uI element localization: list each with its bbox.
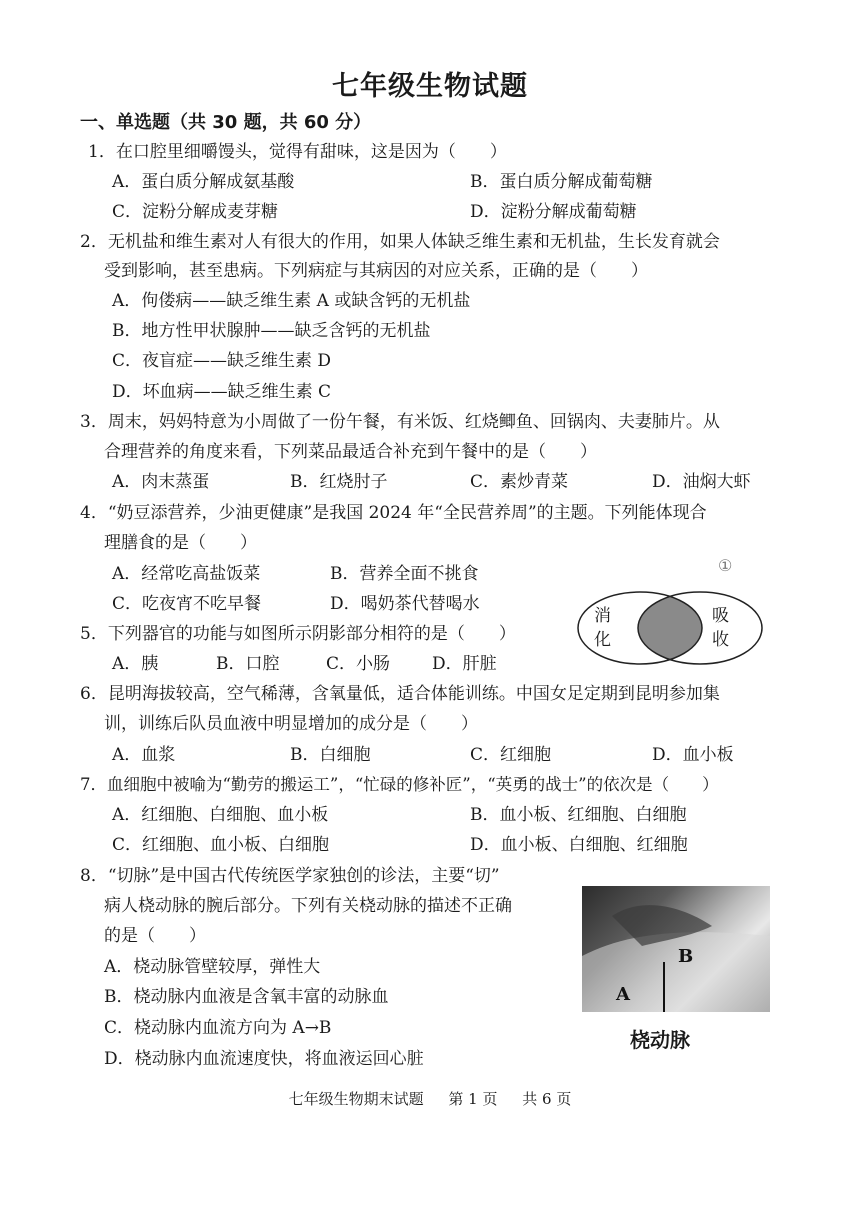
question-1-option-d: D．淀粉分解成葡萄糖 [470,202,637,222]
handwritten-mark: ① [718,556,733,575]
question-7-option-b: B．血小板、红细胞、白细胞 [470,805,687,825]
question-3-option-c: C．素炒青菜 [470,472,569,492]
question-8-option-a: A．桡动脉管壁较厚，弹性大 [104,957,321,977]
label-a: A [616,984,630,1005]
question-5-stem: 5．下列器官的功能与如图所示阴影部分相符的是（ ） [80,624,516,644]
question-3-stem: 3．周末，妈妈特意为小周做了一份午餐，有米饭、红烧鲫鱼、回锅肉、夫妻肺片。从 [80,412,720,432]
section-heading: 一、单选题（共 30 题，共 60 分） [80,112,372,133]
question-3-option-a: A．肉末蒸蛋 [112,472,210,492]
question-4-option-d: D．喝奶茶代替喝水 [330,594,480,614]
label-b: B [678,946,694,967]
photo-caption: 桡动脉 [630,1028,690,1052]
question-3-option-d: D．油焖大虾 [652,472,751,492]
question-6-stem: 训，训练后队员血液中明显增加的成分是（ ） [104,714,478,734]
question-2-option-c: C．夜盲症——缺乏维生素 D [112,351,332,371]
question-4-option-b: B．营养全面不挑食 [330,564,479,584]
question-8-option-d: D．桡动脉内血流速度快，将血液运回心脏 [104,1049,424,1069]
question-8-stem: 的是（ ） [104,926,206,946]
question-5-option-b: B．口腔 [216,654,280,674]
wrist-photo [582,886,770,1012]
footer-total: 共 6 页 [522,1090,572,1108]
question-1-option-a: A．蛋白质分解成氨基酸 [112,172,295,192]
page-footer [0,1088,860,1109]
footer-title: 七年级生物期末试题 [288,1090,424,1108]
question-7-option-c: C．红细胞、血小板、白细胞 [112,835,330,855]
question-2-stem: 受到影响，甚至患病。下列病症与其病因的对应关系，正确的是（ ） [104,261,648,281]
question-6-stem: 6．昆明海拔较高，空气稀薄，含氧量低，适合体能训练。中国女足定期到昆明参加集 [80,684,720,704]
question-8-option-c: C．桡动脉内血流方向为 A→B [104,1018,332,1038]
question-7-option-d: D．血小板、白细胞、红细胞 [470,835,688,855]
question-2-option-b: B．地方性甲状腺肿——缺乏含钙的无机盐 [112,321,431,341]
venn-left-label: 消化 [594,606,611,650]
question-4-option-a: A．经常吃高盐饭菜 [112,564,261,584]
question-6-option-d: D．血小板 [652,745,734,765]
question-3-stem: 合理营养的角度来看，下列菜品最适合补充到午餐中的是（ ） [104,442,597,462]
question-5-option-a: A．胰 [112,654,159,674]
question-6-option-a: A．血浆 [112,745,176,765]
question-4-option-c: C．吃夜宵不吃早餐 [112,594,262,614]
question-3-option-b: B．红烧肘子 [290,472,388,492]
venn-right-label: 吸收 [712,606,729,650]
question-1-stem: 1．在口腔里细嚼馒头，觉得有甜味，这是因为（ ） [88,142,507,162]
question-8-option-b: B．桡动脉内血液是含氧丰富的动脉血 [104,987,389,1007]
question-2-option-a: A．佝偻病——缺乏维生素 A 或缺含钙的无机盐 [112,291,471,311]
footer-page: 第 1 页 [448,1090,498,1108]
wrist-illustration [582,886,770,1012]
question-6-option-b: B．白细胞 [290,745,371,765]
question-8-stem: 8．“切脉”是中国古代传统医学家独创的诊法，主要“切” [80,866,500,886]
page-title: 七年级生物试题 [332,71,528,102]
question-2-option-d: D．坏血病——缺乏维生素 C [112,382,332,402]
question-5-option-c: C．小肠 [326,654,391,674]
question-5-option-d: D．肝脏 [432,654,497,674]
question-4-stem: 4．“奶豆添营养，少油更健康”是我国 2024 年“全民营养周”的主题。下列能体现合 [80,503,707,523]
question-7-stem: 7．血细胞中被喻为“勤劳的搬运工”，“忙碌的修补匠”，“英勇的战士”的依次是（ ） [80,775,719,794]
question-1-option-c: C．淀粉分解成麦芽糖 [112,202,279,222]
question-2-stem: 2．无机盐和维生素对人有很大的作用，如果人体缺乏维生素和无机盐，生长发育就会 [80,232,720,252]
question-7-option-a: A．红细胞、白细胞、血小板 [112,805,329,825]
question-4-stem: 理膳食的是（ ） [104,533,257,553]
question-6-option-c: C．红细胞 [470,745,552,765]
question-8-stem: 病人桡动脉的腕后部分。下列有关桡动脉的描述不正确 [104,896,512,916]
question-1-option-b: B．蛋白质分解成葡萄糖 [470,172,653,192]
